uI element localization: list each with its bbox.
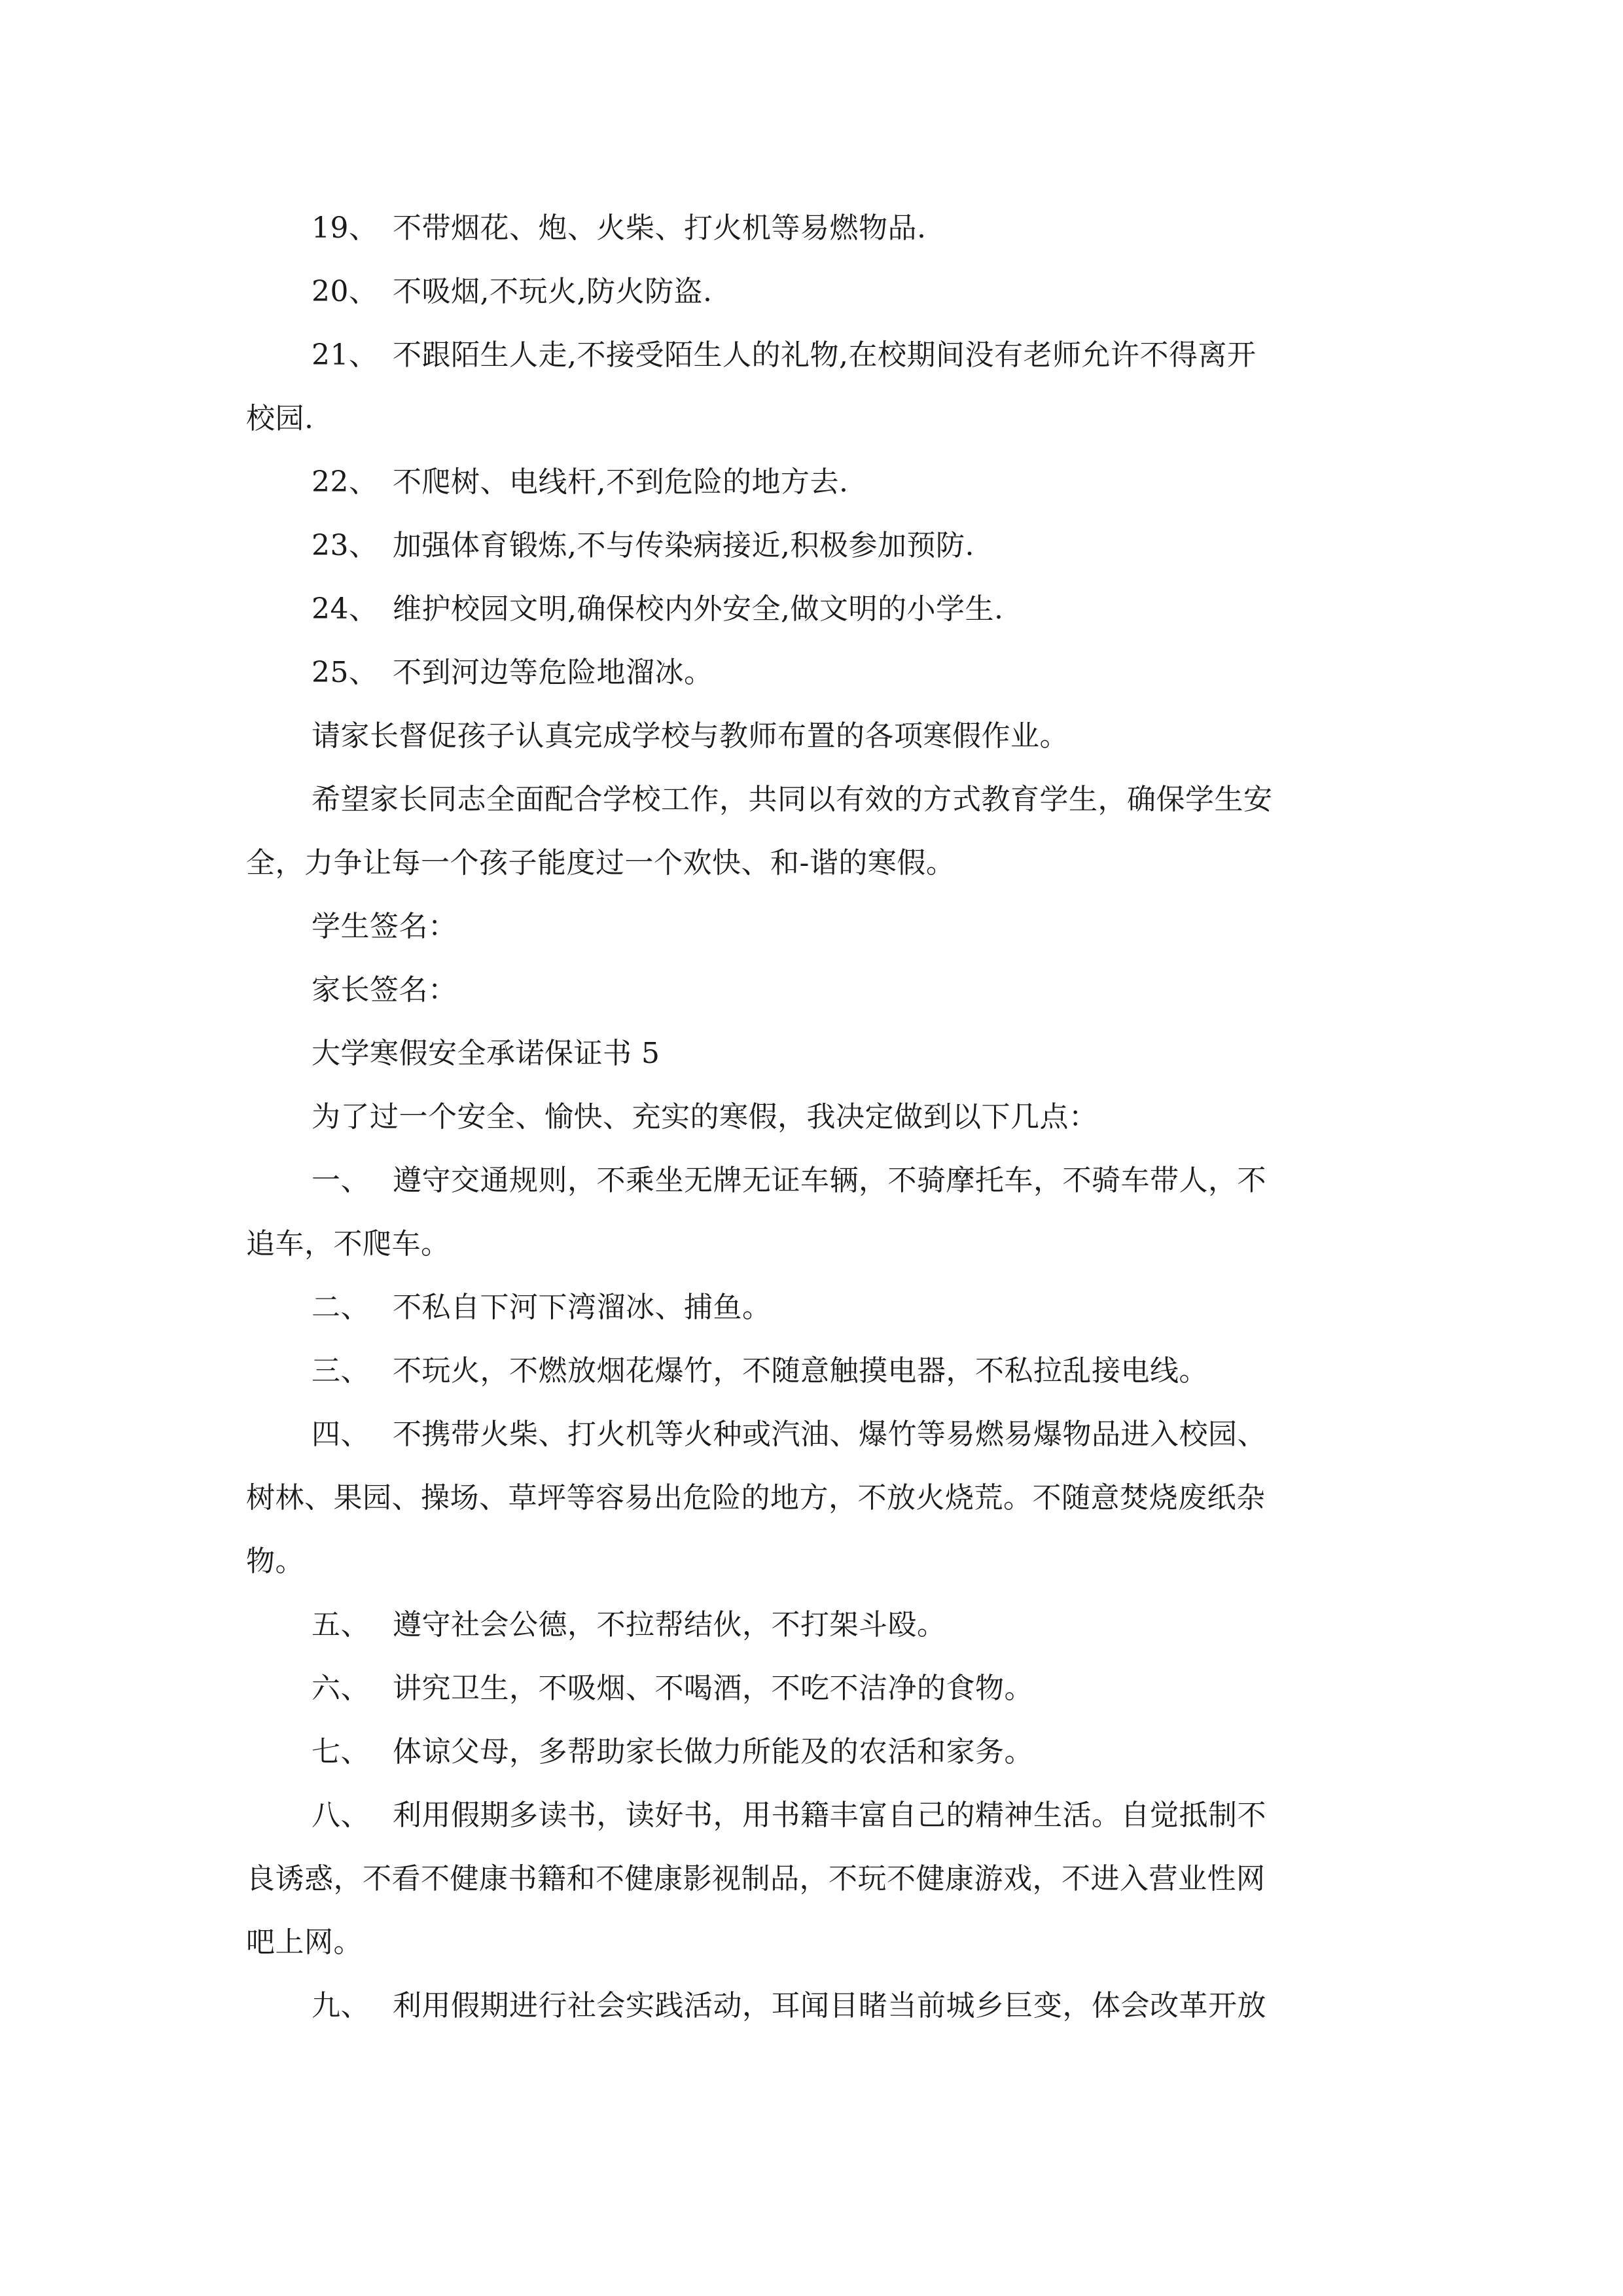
item-number: 20、 [312,275,378,308]
text-line [246,1085,1378,1149]
line-text: 加强体育锻炼,不与传染病接近,积极参加预防. [393,529,974,562]
line-text: 为了过一个安全、愉快、充实的寒假，我决定做到以下几点： [312,1100,1098,1134]
text-line [246,577,1378,641]
text-line [246,831,1378,895]
line-text: 学生签名： [312,910,457,943]
item-number: 24、 [312,592,378,626]
item-number: 五、 [312,1608,370,1641]
line-text: 家长签名： [312,973,457,1007]
line-text: 讲究卫生，不吸烟、不喝酒，不吃不洁净的食物。 [393,1672,1033,1705]
line-text: 良诱惑，不看不健康书籍和不健康影视制品，不玩不健康游戏，不进入营业性网 [246,1862,1266,1895]
text-line [246,450,1378,514]
line-text: 利用假期多读书，读好书，用书籍丰富自己的精神生活。自觉抵制不 [393,1799,1266,1832]
text-line [246,1530,1378,1593]
item-number: 25、 [312,656,378,689]
line-text: 全，力争让每一个孩子能度过一个欢快、和-谐的寒假。 [246,846,955,880]
item-number: 22、 [312,465,378,499]
line-text: 吧上网。 [246,1926,363,1959]
line-text: 树林、果园、操场、草坪等容易出危险的地方，不放火烧荒。不随意焚烧废纸杂 [246,1481,1266,1515]
item-number: 四、 [312,1418,370,1451]
item-number: 三、 [312,1354,370,1388]
text-line [246,1593,1378,1657]
text-line [246,387,1378,450]
item-number: 23、 [312,529,378,562]
text-line [246,1847,1378,1910]
line-text: 遵守社会公德，不拉帮结伙，不打架斗殴。 [393,1608,946,1641]
line-text: 校园. [246,402,314,435]
text-line [246,641,1378,704]
line-text: 不带烟花、炮、火柴、打火机等易燃物品. [393,211,927,245]
item-number: 六、 [312,1672,370,1705]
line-text: 维护校园文明,确保校内外安全,做文明的小学生. [393,592,1004,626]
text-line [246,1339,1378,1403]
text-line [246,895,1378,958]
document-body [246,196,1378,2037]
line-text: 物。 [246,1545,304,1578]
line-text: 不私自下河下湾溜冰、捕鱼。 [393,1291,772,1324]
text-line [246,958,1378,1022]
line-text: 追车，不爬车。 [246,1227,450,1261]
line-text: 遵守交通规则，不乘坐无牌无证车辆，不骑摩托车，不骑车带人，不 [393,1164,1266,1197]
text-line [246,768,1378,831]
line-text: 不到河边等危险地溜冰。 [393,656,713,689]
text-line [246,1149,1378,1212]
text-line [246,514,1378,577]
line-text: 希望家长同志全面配合学校工作，共同以有效的方式教育学生，确保学生安 [312,783,1273,816]
text-line [246,1974,1378,2037]
text-line [246,1403,1378,1466]
item-number: 19、 [312,211,378,245]
line-text: 体谅父母，多帮助家长做力所能及的农活和家务。 [393,1735,1033,1768]
text-line [246,1784,1378,1847]
item-number: 七、 [312,1735,370,1768]
line-text: 不玩火，不燃放烟花爆竹，不随意触摸电器，不私拉乱接电线。 [393,1354,1208,1388]
line-text: 不跟陌生人走,不接受陌生人的礼物,在校期间没有老师允许不得离开 [393,338,1257,372]
item-number: 九、 [312,1989,370,2022]
text-line [246,1720,1378,1784]
line-text: 利用假期进行社会实践活动，耳闻目睹当前城乡巨变，体会改革开放 [393,1989,1266,2022]
text-line [246,1276,1378,1339]
line-text: 不吸烟,不玩火,防火防盗. [393,275,713,308]
text-line [246,1212,1378,1276]
line-text: 大学寒假安全承诺保证书 5 [312,1037,660,1070]
text-line [246,1466,1378,1530]
text-line [246,260,1378,323]
text-line [246,1910,1378,1974]
text-line [246,704,1378,768]
item-number: 二、 [312,1291,370,1324]
line-text: 不爬树、电线杆,不到危险的地方去. [393,465,849,499]
item-number: 八、 [312,1799,370,1832]
item-number: 21、 [312,338,378,372]
line-text: 不携带火柴、打火机等火种或汽油、爆竹等易燃易爆物品进入校园、 [393,1418,1266,1451]
item-number: 一、 [312,1164,370,1197]
text-line [246,196,1378,260]
line-text: 请家长督促孩子认真完成学校与教师布置的各项寒假作业。 [312,719,1069,753]
text-line [246,1022,1378,1085]
text-line [246,323,1378,387]
text-line [246,1657,1378,1720]
